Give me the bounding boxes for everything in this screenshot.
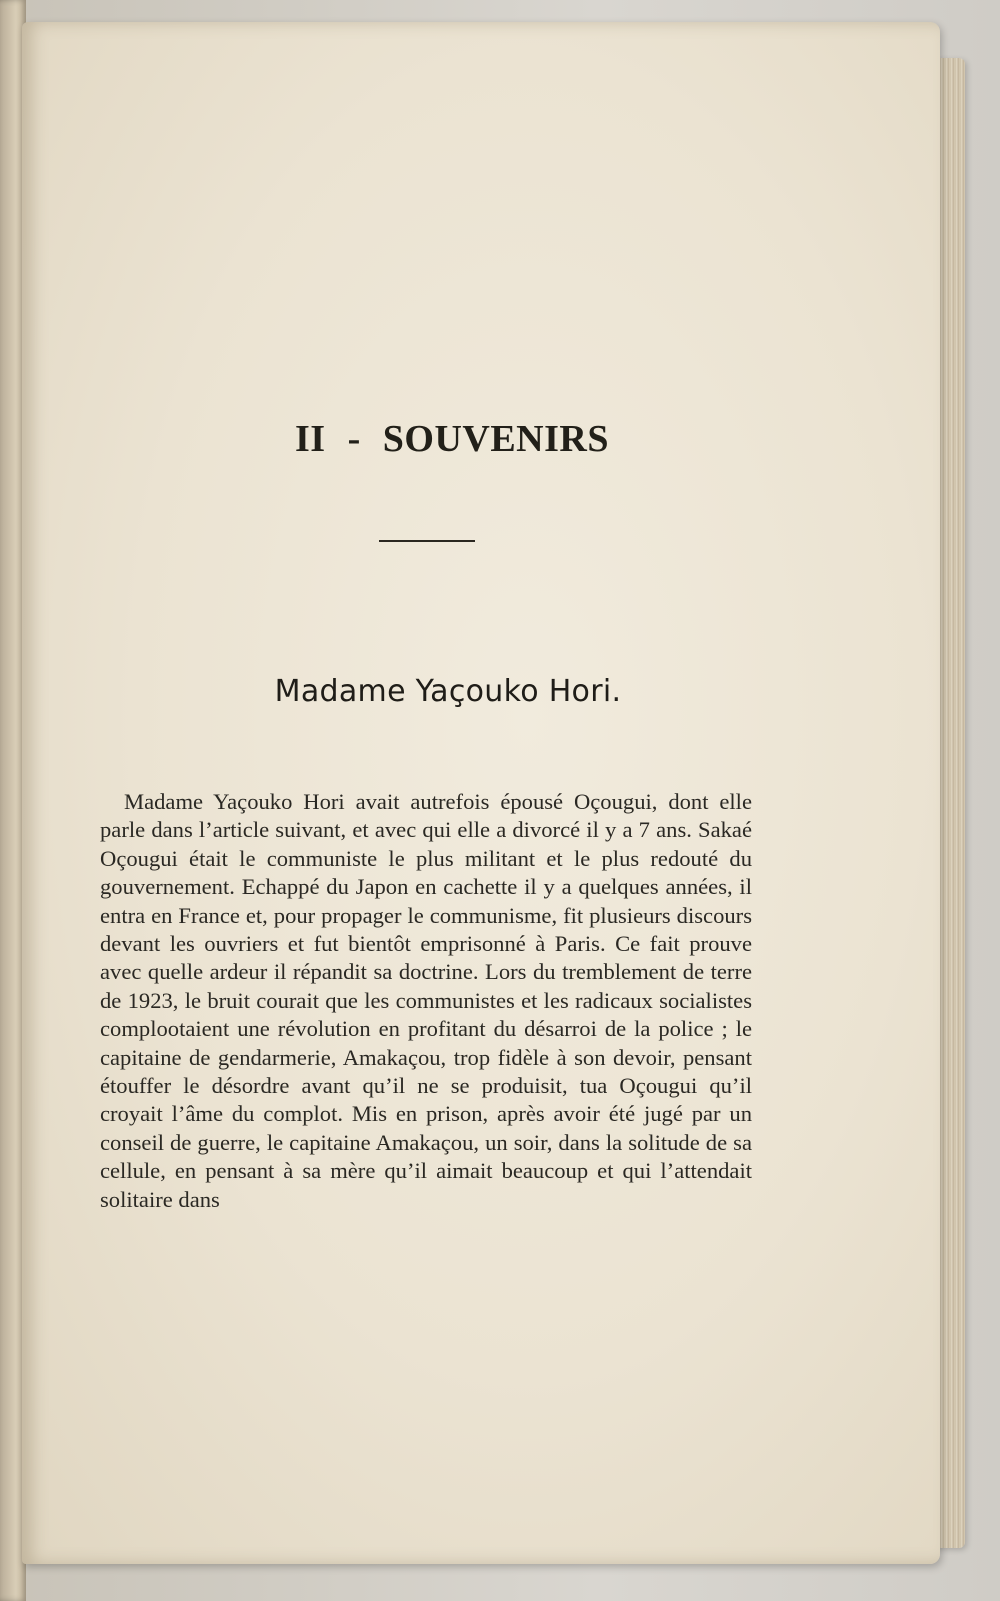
- chapter-title: II - SOUVENIRS: [295, 418, 609, 460]
- body-paragraph: Madame Yaçouko Hori avait autrefois épousé Oçougui, dont elle parle dans l’article suivant, et avec qui elle a divorcé il y a 7 ans. Sakaé Oçougui était le communiste le plus militant et le plus redouté du gouvernement. Echappé du Japon en cachette il y a quelques années, il entra en France et, pour propager le communisme, fit plusieurs discours devant les ouvriers et fut bientôt emprisonné à Paris. Ce fait prouve avec quelle ardeur il répandit sa doctrine. Lors du tremblement de terre de 1923, le bruit courait que les communistes et les radicaux socialistes complootaient une révolution en profitant du désarroi de la police ; le capitaine de gendarmerie, Amakaçou, trop fidèle à son devoir, pensant étouffer le désordre avant qu’il ne se produisit, tua Oçougui qu’il croyait l’âme du complot. Mis en prison, après avoir été jugé par un conseil de guerre, le capitaine Amakaçou, un soir, dans la solitude de sa cellule, en pensant à sa mère qu’il aimait beaucoup et qui l’attendait solitaire dans: [100, 789, 752, 1212]
- title-rule: [379, 540, 475, 542]
- section-title: Madame Yaçouko Hori.: [274, 674, 622, 709]
- book-page: [22, 22, 940, 1564]
